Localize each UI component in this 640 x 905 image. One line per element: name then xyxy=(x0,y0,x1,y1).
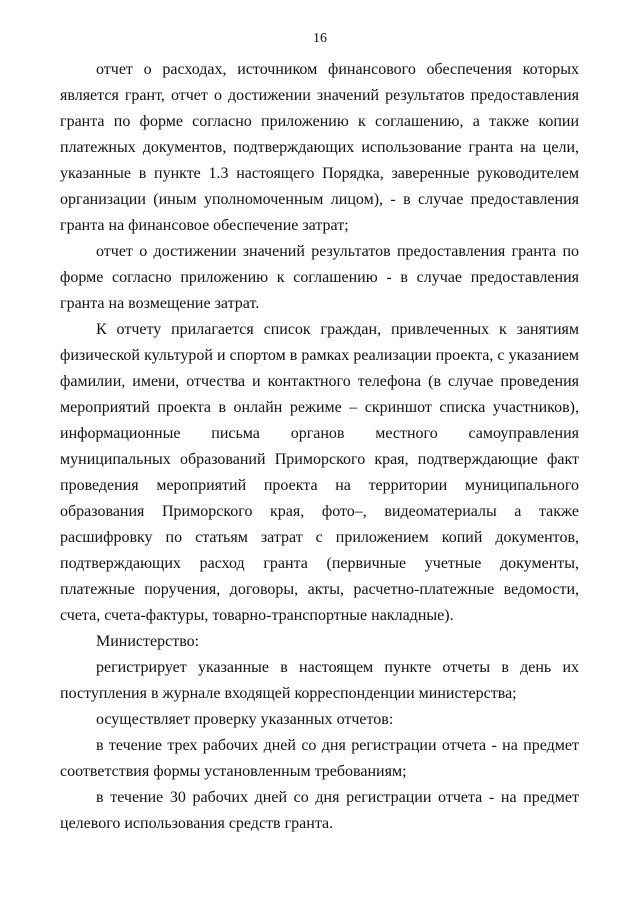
paragraph-report-attachments: К отчету прилагается список граждан, привлеченных к занятиям физической культурой и спортом в рамках реализации проекта, с указанием фамилии, имени, отчества и контактного телефона (в случае проведения мероприятий проекта в онлайн режиме – скриншот списка участников), информационные письма органов местного самоуправления муниципальных образований Приморского края, подтверждающие факт проведения мероприятий проекта на территории муниципального образования Приморского края, фото–, видеоматериалы а также расшифровку по статьям затрат с приложением копий документов, подтверждающих расход гранта (первичные учетные документы, платежные поручения, договоры, акты, расчетно-платежные ведомости, счета, счета-фактуры, товарно-транспортные накладные). xyxy=(60,321,579,624)
paragraph-verification: осуществляет проверку указанных отчетов: xyxy=(96,711,394,728)
page-number: 16 xyxy=(313,31,327,46)
paragraph-expense-report: отчет о расходах, источником финансового обеспечения которых является грант, отчет о достижении значений результатов предоставления гранта по форме согласно приложению к соглашению, а также копии платежных документов, подтверждающих использование гранта на цели, указанные в пункте 1.3 настоящего Порядка, заверенные руководителем организации (иным уполномоченным лицом), - в случае предоставления гранта на финансовое обеспечение затрат; xyxy=(60,61,579,234)
paragraph-usage-check: в течение 30 рабочих дней со дня регистрации отчета - на предмет целевого использования средств гранта. xyxy=(60,789,579,832)
paragraph-registration: регистрирует указанные в настоящем пункте отчеты в день их поступления в журнале входящей корреспонденции министерства; xyxy=(60,659,579,702)
paragraph-results-report: отчет о достижении значений результатов предоставления гранта по форме согласно приложению к соглашению - в случае предоставления гранта на возмещение затрат. xyxy=(60,243,579,312)
document-body xyxy=(60,57,579,837)
paragraph-ministry-heading: Министерство: xyxy=(96,633,200,650)
paragraph-form-check: в течение трех рабочих дней со дня регистрации отчета - на предмет соответствия формы установленным требованиям; xyxy=(60,737,579,780)
